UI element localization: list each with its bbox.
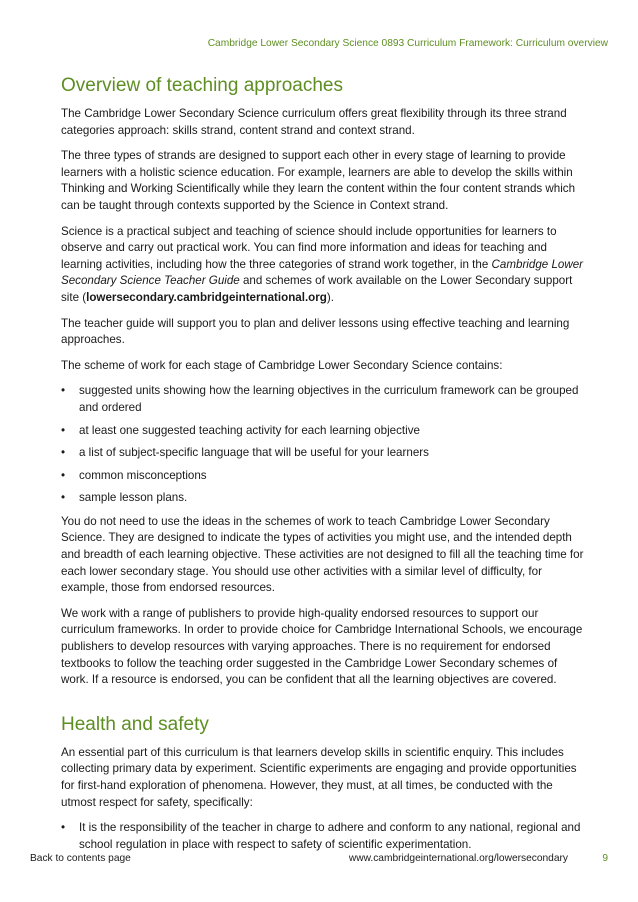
overview-paragraph-6: You do not need to use the ideas in the schemes of work to teach Cambridge Lower Secondary Science. They are designed to indicate the types of activities you might use, and the intended depth and breadth of each learning objective. These activities are not designed to fill all the teaching time for each lower secondary stage. You should use other activities with a similar level of difficulty, for example, those from endorsed resources. — [61, 514, 584, 595]
back-to-contents-link[interactable]: Back to contents page — [30, 853, 131, 864]
running-header: Cambridge Lower Secondary Science 0893 Curriculum Framework: Curriculum overview — [207, 38, 608, 49]
overview-paragraph-7: We work with a range of publishers to provide high-quality endorsed resources to support our curriculum frameworks. In order to provide choice for Cambridge International Schools, we encourage publishers to develop resources with varying approaches. There is no requirement for endorsed textbooks to follow the teaching order suggested in the Cambridge Lower Secondary schemes of work. If a resource is endorsed, you can be confident that all the learning objectives are covered. — [61, 606, 583, 687]
bullet-icon: • — [61, 423, 66, 437]
list-item — [61, 468, 585, 485]
list-item — [61, 383, 585, 416]
footer-url-link[interactable]: www.cambridgeinternational.org/lowersecondary — [348, 853, 568, 864]
bullet-icon: • — [61, 384, 66, 398]
overview-paragraph-1: The Cambridge Lower Secondary Science curriculum offers great flexibility through its three strand categories approach: skills strand, content strand and context strand. — [61, 107, 567, 137]
p3-text-a: Science is a practical subject and teaching of science should include opportunities for learners to observe and carry out practical work. You can find more information and ideas for teaching and learning activities, including how the three categories of strand work together, in the — [61, 224, 557, 271]
heading-overview: Overview of teaching approaches — [61, 75, 343, 96]
heading-health-safety: Health and safety — [61, 713, 209, 735]
scheme-contents-list — [61, 383, 585, 507]
health-paragraph-1: An essential part of this curriculum is that learners develop skills in scientific enquiry. This includes collecting primary data by experiment. Scientific experiments are engaging and provide opportunities for first-hand exploration of phenomena. However, they must, at all times, be conducted with the utmost respect for safety, specifically: — [61, 745, 577, 809]
list-item — [61, 445, 585, 462]
list-item-text: at least one suggested teaching activity for each learning objective — [79, 423, 420, 437]
overview-paragraph-5: The scheme of work for each stage of Cambridge Lower Secondary Science contains: — [61, 358, 503, 372]
list-item-text: It is the responsibility of the teacher in charge to adhere and conform to any national, regional and school regulation in place with respect to safety of scientific experimentation. — [79, 821, 581, 851]
bullet-icon: • — [61, 821, 66, 835]
overview-paragraph-2: The three types of strands are designed to support each other in every stage of learning to provide learners with a holistic science education. For example, learners are able to develop the skills within Thinking and Working Scientifically while they learn the content within the four content strands which can be taught through contexts supported by the Science in Context strand. — [61, 149, 576, 212]
teacher-guide-title: Cambridge Lower Secondary Science Teacher Guide — [61, 257, 584, 288]
page-number: 9 — [602, 853, 608, 864]
bullet-icon: • — [61, 468, 66, 482]
list-item — [61, 490, 585, 507]
list-item — [61, 820, 585, 853]
bullet-icon: • — [61, 491, 66, 505]
list-item-text: suggested units showing how the learning objectives in the curriculum framework can be grouped and ordered — [79, 384, 579, 414]
bullet-icon: • — [61, 446, 66, 460]
p3-text-b: and schemes of work available on the Lower Secondary support site ( — [61, 274, 573, 304]
list-item-text: common misconceptions — [79, 468, 207, 482]
list-item-text: sample lesson plans. — [79, 491, 188, 505]
p3-text-c: ). — [326, 290, 334, 304]
overview-paragraph-3 — [61, 224, 585, 307]
overview-paragraph-4: The teacher guide will support you to plan and deliver lessons using effective teaching and learning approaches. — [61, 316, 570, 347]
list-item — [61, 423, 585, 440]
list-item-text: a list of subject-specific language that will be useful for your learners — [79, 446, 429, 460]
safety-list — [61, 820, 585, 853]
page-content — [61, 74, 585, 860]
support-site-link[interactable]: lowersecondary.cambridgeinternational.org — [86, 290, 327, 304]
